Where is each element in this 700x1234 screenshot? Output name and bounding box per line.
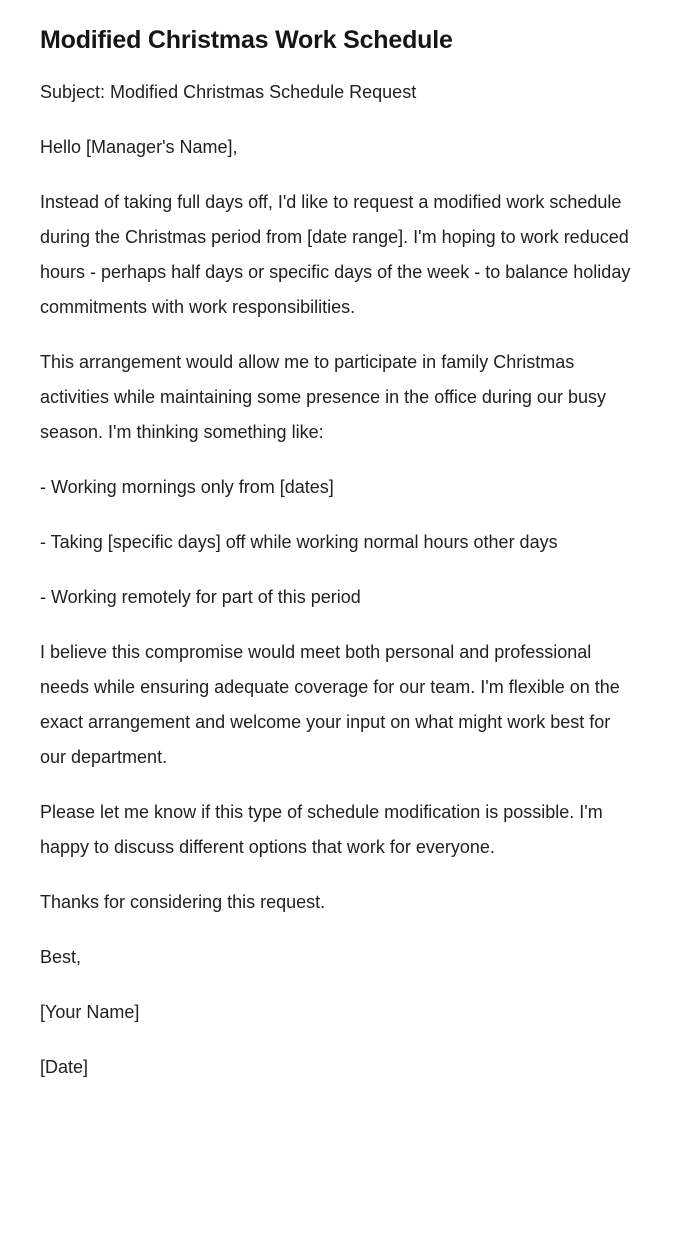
list-item-specific-days: - Taking [specific days] off while working normal hours other days xyxy=(40,532,558,552)
signature-name: [Your Name] xyxy=(40,1002,140,1022)
list-item-mornings: - Working mornings only from [dates] xyxy=(40,477,334,497)
list-item-remote: - Working remotely for part of this period xyxy=(40,587,361,607)
paragraph-compromise: I believe this compromise would meet both personal and professional needs while ensuring adequate coverage for our team. I'm flexible on the exact arrangement and welcome your input on what might work best for our department. xyxy=(40,642,620,767)
paragraph-intro: Instead of taking full days off, I'd like to request a modified work schedule during the Christmas period from [date range]. I'm hoping to work reduced hours - perhaps half days or specific days of the week - to balance holiday commitments with work responsibilities. xyxy=(40,192,631,317)
paragraph-request: Please let me know if this type of schedule modification is possible. I'm happy to discuss different options that work for everyone. xyxy=(40,802,603,857)
greeting: Hello [Manager's Name], xyxy=(40,137,238,157)
paragraph-arrangement: This arrangement would allow me to participate in family Christmas activities while maintaining some presence in the office during our busy season. I'm thinking something like: xyxy=(40,352,606,442)
page-title: Modified Christmas Work Schedule xyxy=(40,26,453,54)
subject-line: Subject: Modified Christmas Schedule Request xyxy=(40,82,417,102)
signature-date: [Date] xyxy=(40,1057,89,1077)
signoff: Best, xyxy=(40,947,82,967)
thanks-line: Thanks for considering this request. xyxy=(40,892,326,912)
